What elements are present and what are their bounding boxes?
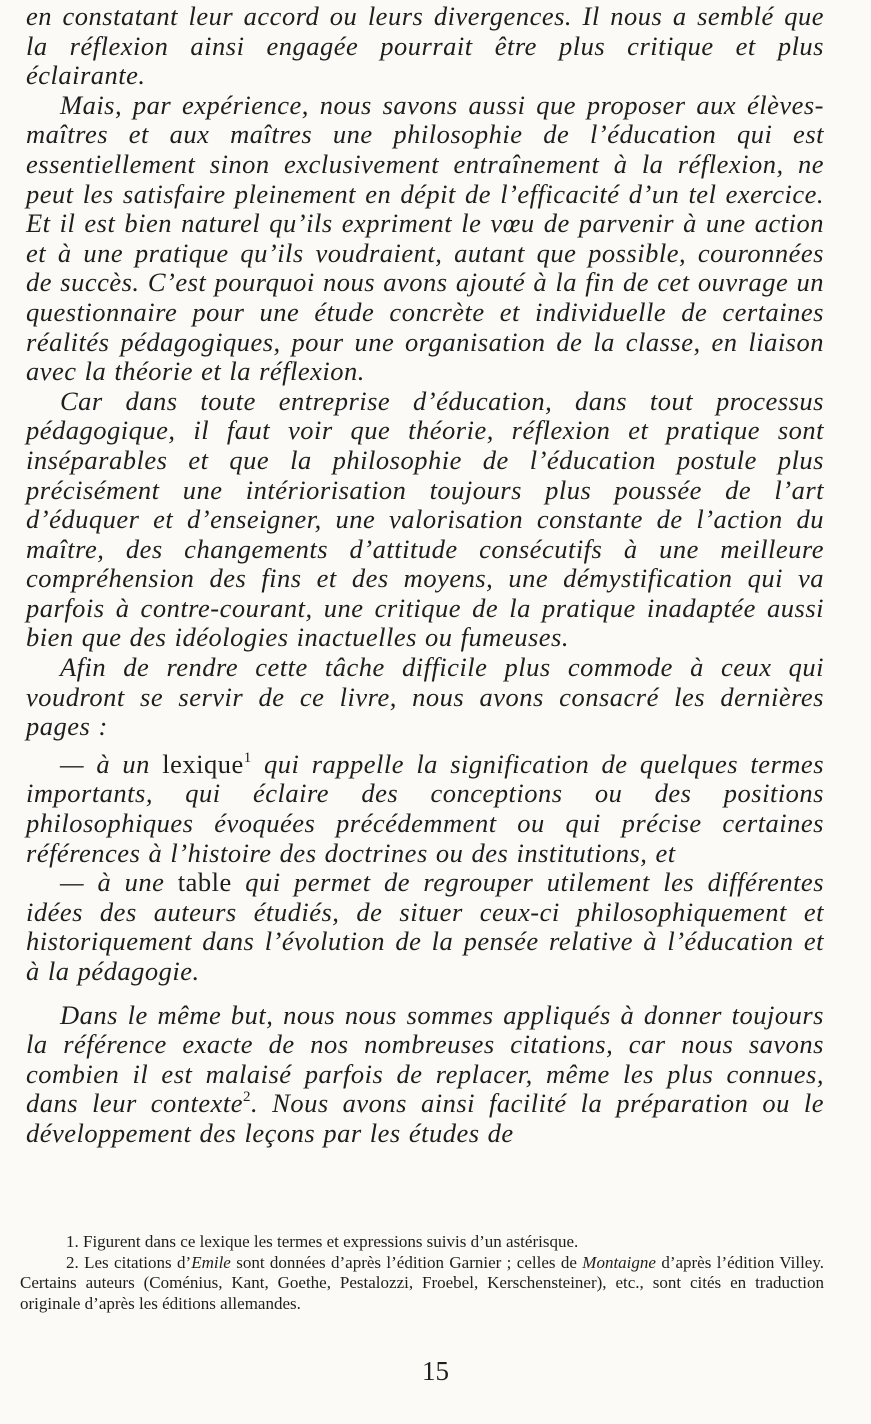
term-table: table	[177, 867, 232, 898]
footnote-2: 2. Les citations d’Emile sont données d’après l’édition Garnier ; celles de Montaigne d’après l’édition Villey. Certains auteurs (Coménius, Kant, Goethe, Pestalozzi, Froebel, Kerschensteiner), etc., sont cités en traduction originale d’après les éditions allemandes.	[20, 1252, 824, 1313]
footnotes	[20, 1232, 824, 1314]
list-item-lexique: — à un lexique$^1$ qui rappelle la signification de quelques termes importants, qui éclaire des conceptions ou des positions philosophiques évoquées précédemment ou qui précise certaines références à l’histoire des doctrines ou des institutions, et	[26, 748, 825, 868]
main-text	[26, 2, 824, 1149]
paragraph-citations: Dans le même but, nous nous sommes appliqués à donner toujours la référence exacte de nos nombreuses citations, car nous savons combien il est malaisé parfois de replacer, même les plus connues, dans leur contexte$^2$. Nous avons ainsi facilité la préparation ou le développement des leçons par les études de	[26, 999, 824, 1148]
page-number: 15	[422, 1356, 449, 1386]
footnote-ref-2: 2	[243, 1089, 252, 1106]
paragraph-last-pages: Afin de rendre cette tâche difficile plus commode à ceux qui voudront se servir de ce livre, nous avons consacré les dernières pages :	[26, 652, 824, 742]
list-item-table: — à une table qui permet de regrouper utilement les différentes idées des auteurs étudiés, de situer ceux-ci philosophiquement et historiquement dans l’évolution de la pensée relative à l’éducation et à la pédagogie.	[26, 867, 825, 986]
footnote-ref-1: 1	[243, 749, 252, 766]
paragraph-experience: Mais, par expérience, nous savons aussi que proposer aux élèves-maîtres et aux maîtres une philosophie de l’éducation qui est essentiellement sinon exclusivement entraînement à la réflexion, ne peut les satisfaire pleinement en dépit de l’efficacité d’un tel exercice. Et il est bien naturel qu’ils expriment le vœu de parvenir à une action et à une pratique qu’ils voudraient, autant que possible, couronnées de succès. C’est pourquoi nous avons ajouté à la fin de cet ouvrage un questionnaire pour une étude concrète et individuelle de certaines réalités pédagogiques, pour une organisation de la classe, en liaison avec la théorie et la réflexion.	[26, 89, 824, 387]
footnote-1: 1. Figurent dans ce lexique les termes et expressions suivis d’un astérisque.	[66, 1232, 579, 1251]
paragraph-theory-practice: Car dans toute entreprise d’éducation, dans tout processus pédagogique, il faut voir que théorie, réflexion et pratique sont inséparables et que la philosophie de l’éducation postule plus précisément une intériorisation toujours plus poussée de l’art d’éduquer et d’enseigner, une valorisation constante de l’action du maître, des changements d’attitude consécutifs à une meilleure compréhension des fins et des moyens, une démystification qui va parfois à contre-courant, une critique de la pratique inadaptée aussi bien que des idéologies inactuelles ou fumeuses.	[26, 385, 824, 653]
paragraph-continuation: en constatant leur accord ou leurs divergences. Il nous a semblé que la réflexion ainsi engagée pourrait être plus critique et plus éclairante.	[26, 1, 824, 91]
term-lexique: lexique	[162, 748, 244, 779]
